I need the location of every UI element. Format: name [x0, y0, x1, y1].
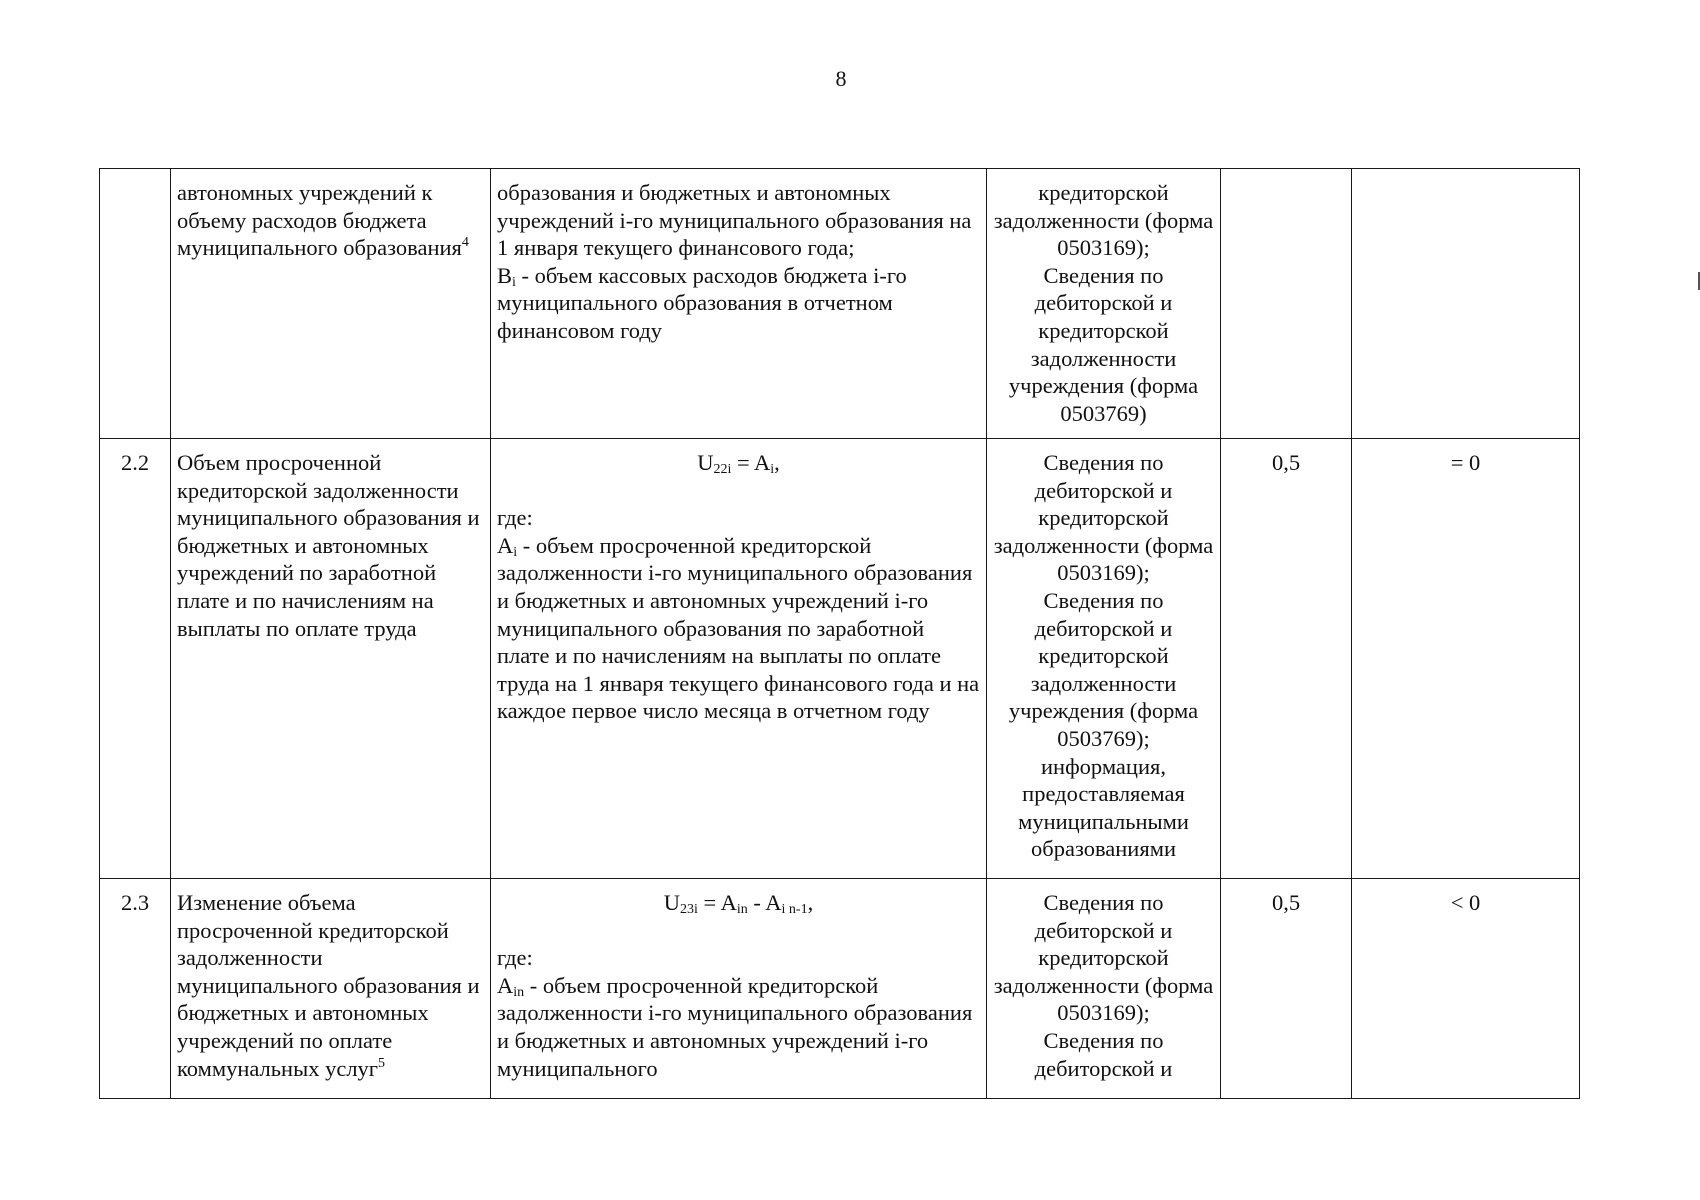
formula-subscript: 23i: [680, 902, 698, 917]
source-cell: [987, 169, 1221, 439]
page-number: 8: [835, 66, 847, 91]
row-number-cell: [100, 169, 171, 439]
criteria-table: [99, 168, 1580, 1099]
formula-symbol: U: [697, 450, 714, 475]
indicator-name: Изменение объема просроченной кредиторской задолженности муниципального образования и бюджетных и автономных учреждений по оплате коммунальных услуг: [177, 890, 480, 1081]
row-number-cell: 2.2: [100, 439, 171, 879]
formula-punct: ,: [774, 450, 780, 475]
definition-text: образования и бюджетных и автономных учреждений i-го муниципального образования на 1 января текущего финансового года;: [497, 180, 972, 261]
source-cell: [987, 879, 1221, 1099]
table-row: [100, 169, 1580, 439]
target-cell: [1352, 169, 1580, 439]
source-entry: Сведения по дебиторской и кредиторской задолженности (форма 0503169);: [993, 890, 1214, 1026]
source-entry: кредиторской задолженности (форма 0503169);: [993, 180, 1214, 261]
definition-text: [497, 972, 980, 1082]
indicator-name: Объем просроченной кредиторской задолженности муниципального образования и бюджетных и автономных учреждений по заработной плате и по начислениям на выплаты по оплате труда: [177, 450, 480, 641]
formula: [497, 449, 980, 477]
weight-cell: 0,5: [1221, 439, 1352, 879]
definition-description: - объем просроченной кредиторской задолженности i-го муниципального образования и бюджетных и автономных учреждений i-го муниципального: [497, 972, 973, 1081]
source-entry: Сведения по дебиторской и кредиторской задолженности учреждения (форма 0503769);: [1008, 587, 1199, 751]
formula: [497, 889, 980, 917]
definition-description: - объем кассовых расходов бюджета i-го муниципального образования в отчетном финансовом году: [497, 262, 907, 343]
formula-cell: [491, 439, 987, 879]
definition-description: - объем просроченной кредиторской задолженности i-го муниципального образования и бюджетных и автономных учреждений i-го муниципального образования по заработной плате и по начислениям на выплаты по оплате труда на 1 января текущего финансового года и на каждое первое число месяца в отчетном году: [497, 532, 980, 724]
weight-cell: 0,5: [1221, 879, 1352, 1099]
indicator-name-cell: [171, 439, 491, 879]
formula-cell: [491, 169, 987, 439]
formula-subscript: i: [770, 462, 775, 477]
source-entry: Сведения по дебиторской и: [1034, 1027, 1173, 1081]
source-entry: Сведения по дебиторской и кредиторской задолженности учреждения (форма 0503769): [1008, 262, 1199, 426]
formula-subscript: in: [736, 902, 748, 917]
formula-cell: [491, 879, 987, 1099]
formula-symbol: = A: [697, 890, 737, 915]
indicator-name: автономных учреждений к объему расходов бюджета муниципального образования: [177, 180, 462, 261]
formula-subscript: 22i: [713, 462, 732, 477]
source-entry: информация, предоставляемая муниципальными образованиями: [1018, 753, 1189, 862]
formula-symbol: A: [497, 972, 514, 998]
formula-subscript: i: [512, 274, 516, 290]
table-row: [100, 879, 1580, 1099]
target-cell: < 0: [1352, 879, 1580, 1099]
formula-punct: ,: [807, 890, 814, 915]
formula-symbol: B: [497, 262, 513, 288]
definition-text: [497, 532, 980, 725]
footnote-mark: 4: [461, 235, 469, 251]
formula-symbol: A: [497, 532, 514, 558]
target-cell: = 0: [1352, 439, 1580, 879]
definition-text: [497, 262, 980, 345]
indicator-name-cell: [171, 879, 491, 1099]
formula-subscript: in: [513, 984, 525, 1000]
table-row: [100, 439, 1580, 879]
row-number-cell: 2.3: [100, 879, 171, 1099]
formula-subscript: i n-1: [781, 902, 808, 917]
source-entry: Сведения по дебиторской и кредиторской задолженности (форма 0503169);: [993, 450, 1214, 586]
indicator-name-cell: [171, 169, 491, 439]
footnote-mark: 5: [378, 1055, 386, 1071]
where-label: где:: [497, 505, 533, 531]
where-label: где:: [497, 945, 533, 971]
formula-symbol: = A: [731, 450, 771, 475]
formula-subscript: i: [513, 544, 518, 560]
formula-symbol: U: [663, 890, 681, 915]
formula-symbol: - A: [747, 890, 782, 915]
weight-cell: [1221, 169, 1352, 439]
source-cell: [987, 439, 1221, 879]
